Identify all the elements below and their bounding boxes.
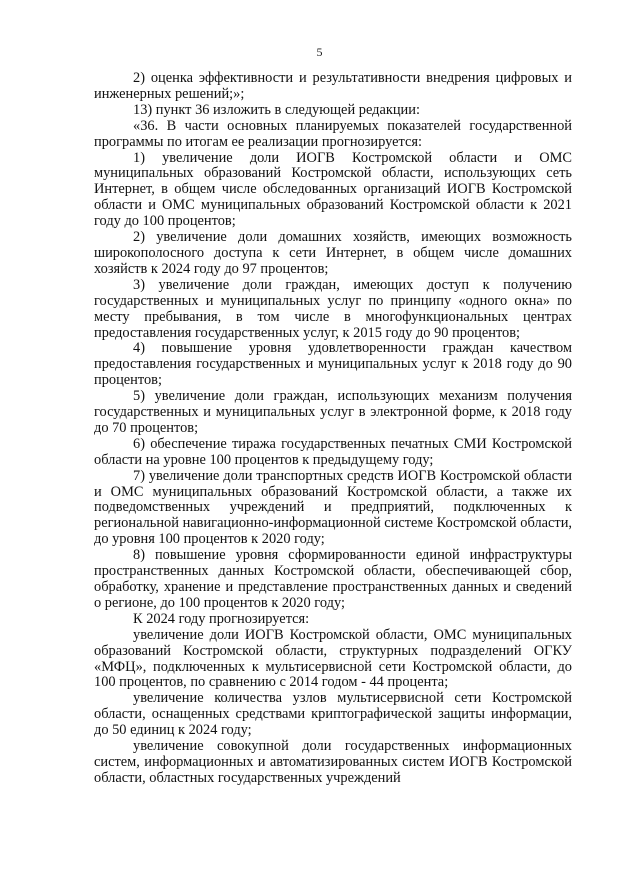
paragraph-indicator-1: 1) увеличение доли ИОГВ Костромской области и ОМС муниципальных образований Костромской области, использующих сеть Интернет, в общем числе обследованных организаций ИОГВ Костромской области и ОМС муниципальных образований Костромской области к 2021 году до 100 процентов;	[94, 149, 572, 230]
paragraph-2024-forecast-3: увеличение совокупной доли государственных информационных систем, информационных и автоматизированных систем ИОГВ Костромской области, областных государственных учреждений	[94, 738, 572, 786]
paragraph-indicator-7: 7) увеличение доли транспортных средств ИОГВ Костромской области и ОМС муниципальных образований Костромской области, а также их подведомственных учреждений и предприятий, подключенных к региональной навигационно-информационной системе Костромской области, до уровня 100 процентов к 2020 году;	[94, 467, 572, 548]
paragraph-indicator-6: 6) обеспечение тиража государственных печатных СМИ Костромской области на уровне 100 процентов к предыдущему году;	[94, 435, 572, 468]
paragraph-indicator-3: 3) увеличение доли граждан, имеющих доступ к получению государственных и муниципальных услуг по принципу «одного окна» по месту пребывания, в том числе в многофункциональных центрах предоставления государственных услуг, к 2015 году до 90 процентов;	[94, 276, 572, 341]
paragraph-indicator-8: 8) повышение уровня сформированности единой инфраструктуры пространственных данных Костромской области, обеспечивающей сбор, обработку, хранение и представление пространственных данных и сведений о регионе, до 100 процентов к 2020 году;	[94, 547, 572, 611]
paragraph-indicator-5: 5) увеличение доли граждан, использующих механизм получения государственных и муниципальных услуг в электронной форме, к 2018 году до 70 процентов;	[94, 388, 572, 436]
paragraph-item-2-assessment: 2) оценка эффективности и результативности внедрения цифровых и инженерных решений;»;	[94, 70, 572, 102]
paragraph-item-13-intro: 13) пункт 36 изложить в следующей редакции:	[133, 101, 420, 118]
document-body	[94, 71, 572, 787]
paragraph-clause-36: «36. В части основных планируемых показателей государственной программы по итогам ее реализации прогнозируется:	[94, 117, 572, 150]
paragraph-2024-forecast-heading: К 2024 году прогнозируется:	[133, 610, 310, 627]
paragraph-2024-forecast-1: увеличение доли ИОГВ Костромской области, ОМС муниципальных образований Костромской области, структурных подразделений ОГКУ «МФЦ», подключенных к мультисервисной сети Костромской области, до 100 процентов, по сравнению с 2014 годом - 44 процента;	[94, 626, 572, 691]
page-number: 5	[316, 45, 323, 59]
paragraph-indicator-2: 2) увеличение доли домашних хозяйств, имеющих возможность широкополосного доступа к сети Интернет, в общем числе домашних хозяйств к 2024 году до 97 процентов;	[94, 229, 572, 277]
paragraph-indicator-4: 4) повышение уровня удовлетворенности граждан качеством предоставления государственных и муниципальных услуг к 2018 году до 90 процентов;	[94, 340, 572, 389]
paragraph-2024-forecast-2: увеличение количества узлов мультисервисной сети Костромской области, оснащенных средствами криптографической защиты информации, до 50 единиц к 2024 году;	[94, 690, 572, 739]
